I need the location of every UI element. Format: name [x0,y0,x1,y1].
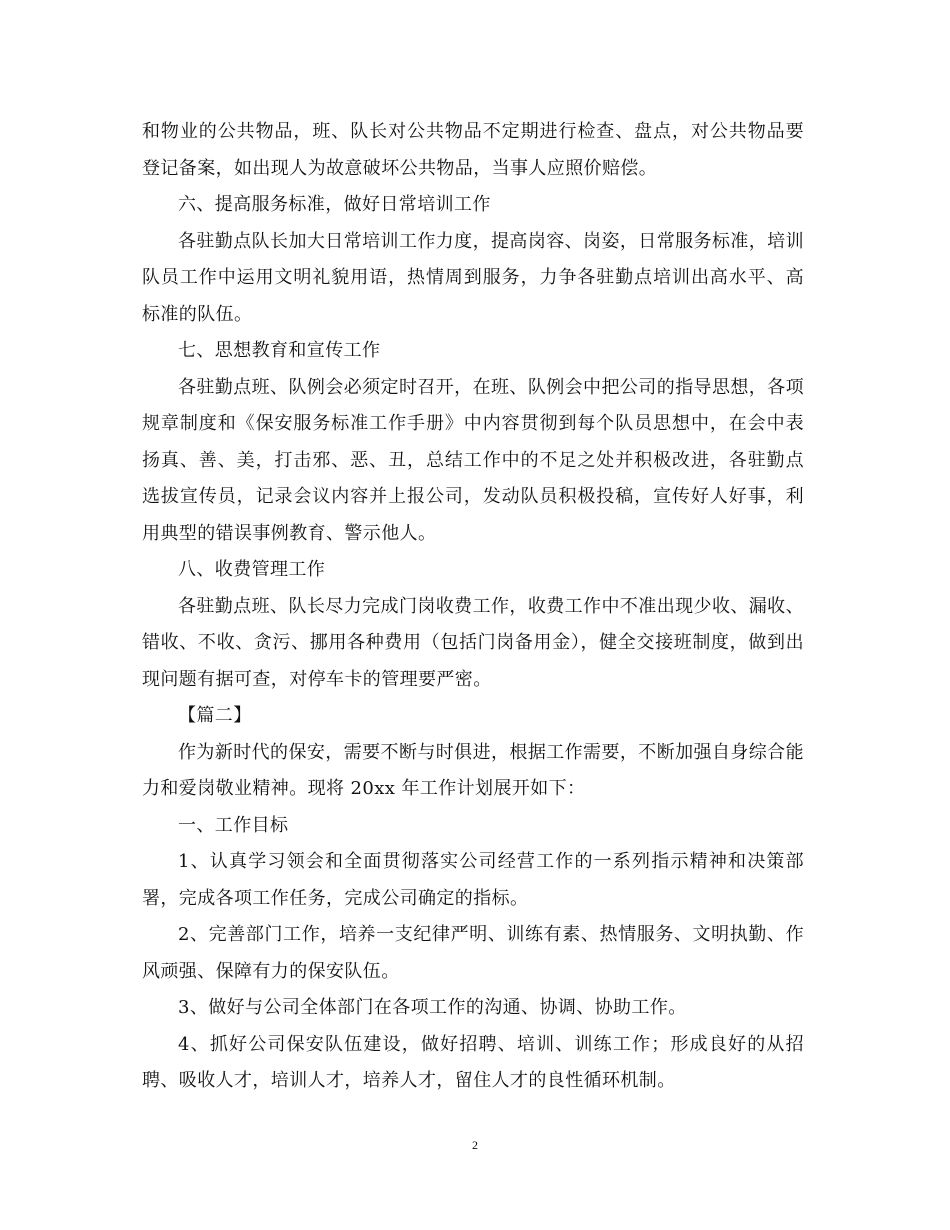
list-item: 2、完善部门工作，培养一支纪律严明、训练有素、热情服务、文明执勤、作风顽强、保障有力的保安队伍。 [142,924,804,982]
chapter-heading: 【篇二】 [178,705,252,726]
section-heading: 六、提高服务标准，做好日常培训工作 [178,194,491,215]
document-body [142,114,804,1100]
paragraph: 各驻勤点队长加大日常培训工作力度，提高岗容、岗姿，日常服务标准，培训队员工作中运用文明礼貌用语，热情周到服务，力争各驻勤点培训出高水平、高标准的队伍。 [142,230,804,325]
list-item: 1、认真学习领会和全面贯彻落实公司经营工作的一系列指示精神和决策部署，完成各项工作任务，完成公司确定的指标。 [142,851,804,909]
section-heading: 七、思想教育和宣传工作 [178,340,381,361]
paragraph: 作为新时代的保安，需要不断与时俱进，根据工作需要，不断加强自身综合能力和爱岗敬业精神。现将 20xx 年工作计划展开如下： [142,741,804,799]
page-number: 2 [472,1138,478,1152]
section-heading: 八、收费管理工作 [178,559,326,580]
paragraph: 各驻勤点班、队例会必须定时召开，在班、队例会中把公司的指导思想，各项规章制度和《保安服务标准工作手册》中内容贯彻到每个队员思想中，在会中表扬真、善、美，打击邪、恶、丑，总结工作中的不足之处并积极改进，各驻勤点选拔宣传员，记录会议内容并上报公司，发动队员积极投稿，宣传好人好事，利用典型的错误事例教育、警示他人。 [142,376,804,544]
paragraph: 各驻勤点班、队长尽力完成门岗收费工作，收费工作中不准出现少收、漏收、错收、不收、贪污、挪用各种费用（包括门岗备用金），健全交接班制度，做到出现问题有据可查，对停车卡的管理要严密。 [142,595,804,690]
list-item: 3、做好与公司全体部门在各项工作的沟通、协调、协助工作。 [178,997,687,1018]
list-item: 4、抓好公司保安队伍建设，做好招聘、培训、训练工作；形成良好的从招聘、吸收人才，培训人才，培养人才，留住人才的良性循环机制。 [142,1033,804,1091]
paragraph: 和物业的公共物品，班、队长对公共物品不定期进行检查、盘点，对公共物品要登记备案，如出现人为故意破坏公共物品，当事人应照价赔偿。 [142,121,804,179]
section-heading: 一、工作目标 [178,814,289,836]
